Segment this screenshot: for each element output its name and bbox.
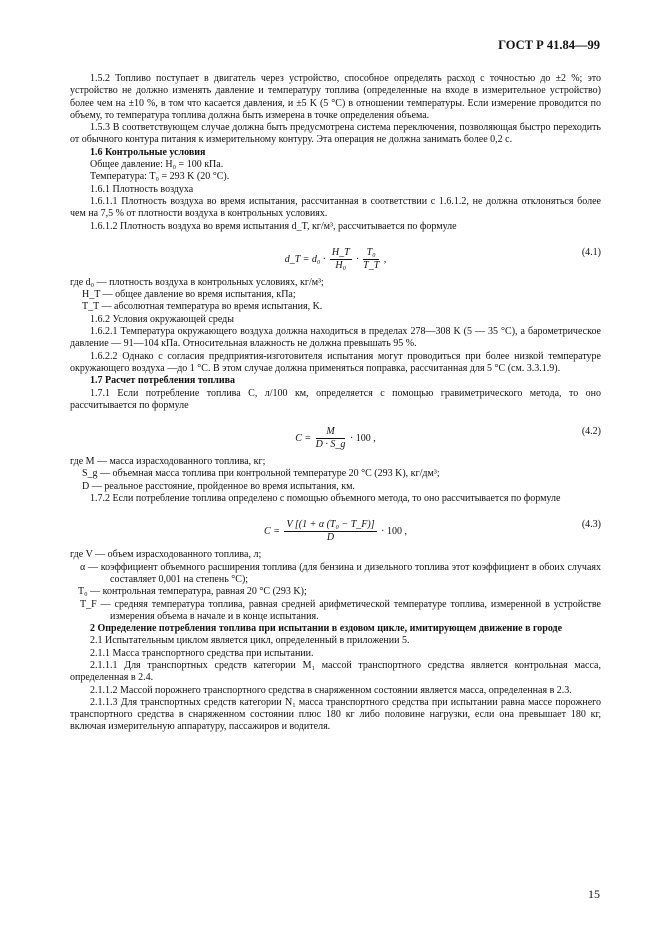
paragraph-1-5-3: 1.5.3 В соответствующем случае должна быть предусмотрена система переключения, позволяющая быстро переходить от обычного контура питания к измерительному контуру. Эта операция не должна занимать более 0,2 с.: [70, 122, 601, 146]
formula-number: (4.3): [581, 519, 601, 531]
definition-line: T₀ — контрольная температура, равная 20 °C (293 K);: [78, 586, 307, 598]
paragraph-2-1: 2.1 Испытательным циклом является цикл, определенный в приложении 5.: [90, 635, 410, 647]
formula-4-2-expression: C = $\frac{M}{D \cdot S\_g}$ · 100 ,: [295, 426, 376, 451]
paragraph-1-6-2-1: 1.6.2.1 Температура окружающего воздуха должна находиться в пределах 278—308 K (5 — 35 °C), а барометрическое давление — 91—104 кПа. Относительная влажность не должна превышать 95 %.: [70, 326, 601, 350]
formula-4-3: [70, 507, 601, 547]
paragraph-1-5-2: 1.5.2 Топливо поступает в двигатель через устройство, способное определять расход с точностью до ±2 %; это устройство не должно изменять давление и температуру топлива (определенные на входе в измерительное устройство) более чем на ±10 %, в том что касается давления, и ±5 K (5 °C) в отношении температуры. Если измерение проводится по объему, то температура топлива должна быть измерена в точке определения объема.: [70, 73, 601, 121]
definition-line: α — коэффициент объемного расширения топлива (для бензина и дизельного топлива этот коэффициент в обоих случаях составляет 0,001 на степень °C);: [80, 561, 601, 585]
fraction-temperature: $\frac{\text{T₀}}{T\_T}$: [363, 246, 380, 271]
fraction-volume: $\frac{\text{V [(1 + α (T₀ − T\_F)]}}{D}$: [286, 519, 375, 544]
paragraph-1-7-1: 1.7.1 Если потребление топлива C, л/100 км, определяется с помощью гравиметрического метода, то оно рассчитывается по формуле: [70, 387, 601, 411]
section-heading-2: 2 Определение потребления топлива при испытании в ездовом цикле, имитирующем движение в городе: [90, 623, 563, 635]
document-header: ГОСТ Р 41.84—99: [498, 38, 600, 52]
paragraph-1-7-2: 1.7.2 Если потребление топлива определено с помощью объемного метода, то оно рассчитывается по формуле: [90, 493, 561, 505]
definition-line: S_g — объемная масса топлива при контрольной температуре 20 °C (293 K), кг/дм³;: [82, 468, 440, 480]
line-pressure: Общее давление: H₀ = 100 кПа.: [90, 159, 224, 171]
definition-line: где V — объем израсходованного топлива, л;: [70, 549, 262, 561]
section-heading-1-7: 1.7 Расчет потребления топлива: [90, 375, 236, 387]
definition-line: H_T — общее давление во время испытания, кПа;: [82, 289, 296, 301]
formula-number: (4.2): [581, 426, 601, 438]
paragraph-2-1-1-3: 2.1.1.3 Для транспортных средств категории N₁ масса транспортного средства при испытании равна массе порожнего транспортного средства в снаряженном состоянии плюс 180 кг либо половине нагрузки, если она превышает 180 кг, включая измерительную аппаратуру, пассажиров и водителя.: [70, 696, 601, 733]
definition-line: D — реальное расстояние, пройденное во время испытания, км.: [82, 480, 355, 492]
subheading-1-6-1: 1.6.1 Плотность воздуха: [90, 183, 194, 195]
document-body: [70, 73, 601, 734]
subheading-1-6-2: 1.6.2 Условия окружающей среды: [90, 313, 234, 325]
definition-line: где M — масса израсходованного топлива, кг;: [70, 456, 266, 468]
paragraph-2-1-1-1: 2.1.1.1 Для транспортных средств категории M₁ массой транспортного средства является контрольная масса, определенная в 2.4.: [70, 659, 601, 684]
fraction-pressure: $\frac{H\_T}{\text{H₀}}$: [331, 246, 350, 271]
formula-4-1-expression: d_T = d₀ · $\frac{H\_T}{\text{H₀}}$ · $\frac{\text{T₀}}{T\_T}$ ,: [284, 246, 387, 271]
paragraph-2-1-1-2: 2.1.1.2 Массой порожнего транспортного средства в снаряженном состоянии является масса, определенная в 2.3.: [90, 684, 572, 696]
formula-number: (4.1): [581, 246, 601, 258]
definition-line: T_T — абсолютная температура во время испытания, K.: [82, 301, 323, 313]
formula-4-2: [70, 414, 601, 454]
line-temperature: Температура: T₀ = 293 K (20 °C).: [90, 171, 230, 183]
formula-4-1: [70, 235, 601, 275]
definition-line: где d₀ — плотность воздуха в контрольных условиях, кг/м³;: [70, 276, 324, 288]
page-number: 15: [588, 887, 600, 901]
paragraph-1-6-1-1: 1.6.1.1 Плотность воздуха во время испытания, рассчитанная в соответствии с 1.6.1.2, не должна отклоняться более чем на 7,5 % от плотности воздуха в контрольных условиях.: [70, 195, 601, 220]
paragraph-1-6-2-2: 1.6.2.2 Однако с согласия предприятия-изготовителя испытания могут проводиться при более низкой температуре окружающего воздуха —до 1 °C. В этом случае должна применяться поправка, рассчитанная для 5 °C (см. 3.3.1.9).: [70, 350, 601, 374]
formula-4-3-expression: C = $\frac{\text{V [(1 + α (T₀ − T\_F)]}}{D}$ · 100 ,: [264, 519, 407, 544]
section-heading-1-6: 1.6 Контрольные условия: [90, 146, 206, 158]
paragraph-2-1-1: 2.1.1 Масса транспортного средства при испытании.: [90, 647, 314, 659]
fraction-mass: $\frac{M}{D \cdot S\_g}$: [315, 426, 346, 451]
definition-line: T_F — средняя температура топлива, равная средней арифметической температуре топлива, измеренной в устройстве измерения объема в начале и в конце испытания.: [80, 598, 601, 622]
paragraph-1-6-1-2: 1.6.1.2 Плотность воздуха во время испытания d_T, кг/м³, рассчитывается по формуле: [90, 220, 457, 232]
